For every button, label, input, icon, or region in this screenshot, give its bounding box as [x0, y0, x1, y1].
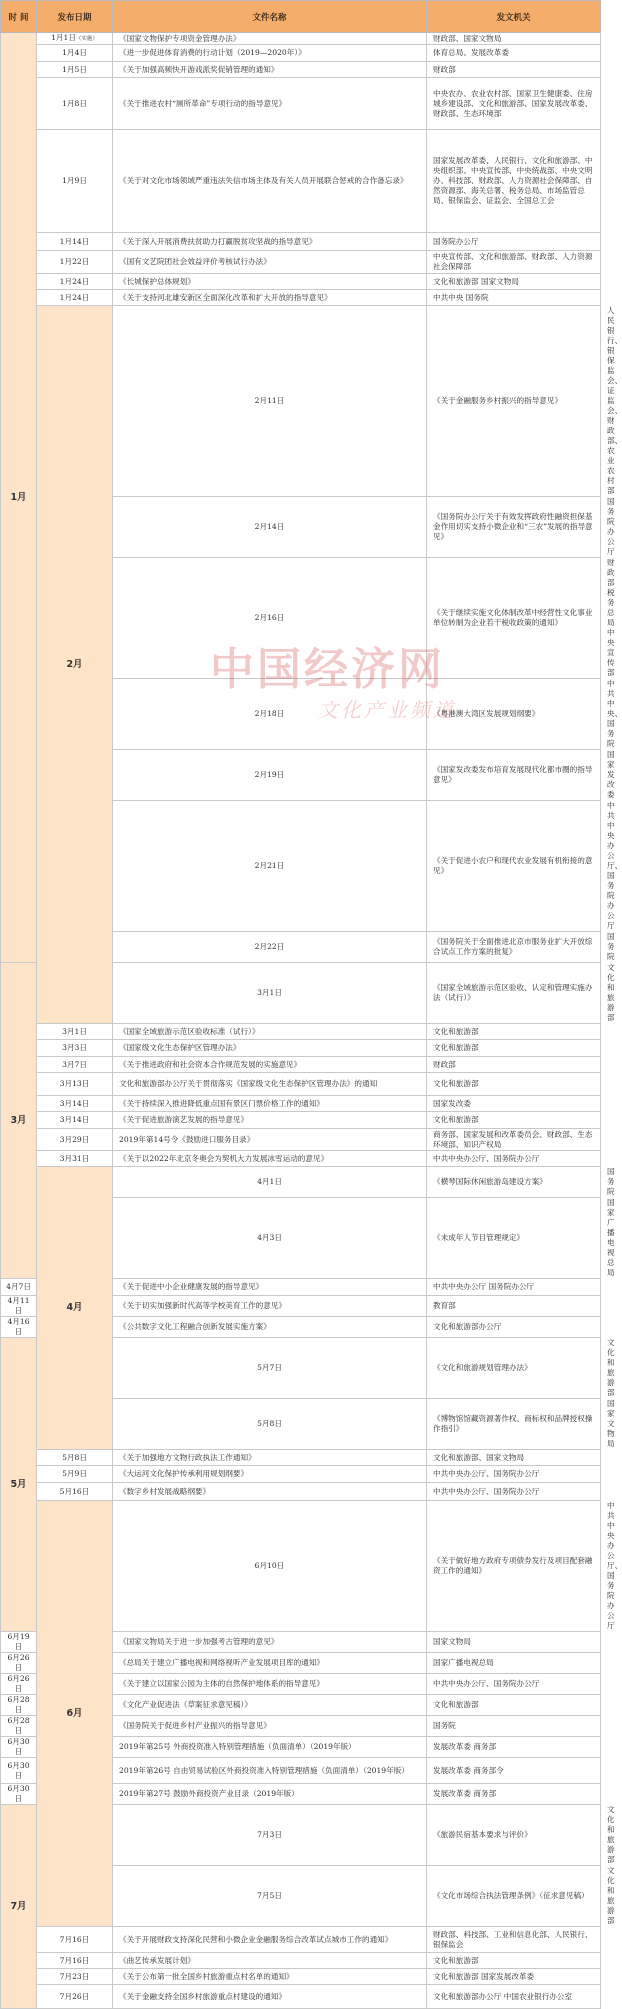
date-text: 2月16日: [254, 613, 285, 622]
issuer-cell: 教育部: [427, 1296, 601, 1317]
table-row: [1, 251, 601, 274]
title-cell: 《关于支持河北雄安新区全面深化改革和扩大开放的指导意见》: [113, 290, 427, 306]
month-cell: 4月: [37, 1167, 113, 1450]
header-issuer: 发文机关: [427, 1, 601, 33]
date-text: 7月16日: [59, 1955, 90, 1965]
date-cell: [37, 1466, 113, 1483]
month-cell: 7月: [1, 1805, 37, 2009]
date-cell: [1, 1279, 37, 1296]
title-cell: 《关于加强高频快开游戏派奖促销管理的通知》: [113, 62, 427, 78]
issuer-cell: 财政部: [427, 62, 601, 78]
issuer-cell: 文化和旅游部: [427, 1953, 601, 1969]
date-note: （实施）: [75, 36, 98, 42]
date-cell: [1, 1737, 37, 1758]
issuer-cell: 中共中央 国务院: [427, 290, 601, 306]
date-cell: [37, 251, 113, 274]
table-row: 2月 2月11日 《关于金融服务乡村振兴的指导意见》 人民银行、银保监会、证监会、财政部、农业农村部: [1, 306, 601, 497]
title-cell: 《粤港澳大湾区发展规划纲要》: [427, 679, 601, 750]
issuer-cell: 体育总局、发展改革委: [427, 45, 601, 62]
issuer-cell: 国家发展改革委、人民银行、文化和旅游部、中央组织部、中央宣传部、中央统战部、中央文明办、科技部、财政部、人力资源社会保障部、自然资源部、海关总署、税务总局、市场监管总局、银保监会、证监会、全国总工会: [427, 130, 601, 233]
table-row: [1, 62, 601, 78]
date-cell: [1, 1317, 37, 1338]
date-cell: [37, 290, 113, 306]
date-cell: [37, 1151, 113, 1167]
month-cell: 6月: [37, 1501, 113, 1927]
date-text: 6月26日: [7, 1674, 30, 1693]
title-cell: 《文化市场综合执法管理条例》（征求意见稿）: [427, 1866, 601, 1927]
month-cell: 5月: [1, 1338, 37, 1632]
title-cell: 《关于做好地方政府专项债券发行及项目配套融资工作的通知》: [427, 1501, 601, 1632]
date-cell: [113, 1198, 427, 1279]
table-row: [1, 45, 601, 62]
date-cell: [113, 801, 427, 932]
date-text: 4月3日: [257, 1233, 282, 1242]
date-cell: [37, 45, 113, 62]
title-cell: 《关于继续实施文化体制改革中经营性文化事业单位转制为企业若干税收政策的通知》: [427, 558, 601, 679]
date-cell: [1, 1784, 37, 1805]
title-cell: 2019年第27号 鼓励外商投资产业目录（2019年版）: [113, 1784, 427, 1805]
issuer-cell: 财政部、科技部、工业和信息化部、人民银行、银保监会: [427, 1927, 601, 1953]
table-row: 4月 4月1日 《横琴国际休闲旅游岛建设方案》 国务院: [1, 1167, 601, 1198]
title-cell: 《国务院办公厅关于有效发挥政府性融资担保基金作用切实支持小微企业和“三农”发展的指导意见》: [427, 497, 601, 558]
table-row: [1, 1112, 601, 1129]
date-cell: [113, 1501, 427, 1632]
date-cell: [113, 1399, 427, 1450]
table-row: 3月 3月1日 《国家全域旅游示范区验收、认定和管理实施办法（试行）》 文化和旅游部: [1, 963, 601, 1024]
date-cell: [113, 1338, 427, 1399]
date-text: 1月22日: [59, 257, 90, 266]
issuer-cell: 发展改革委 商务部: [427, 1737, 601, 1758]
date-cell: [113, 679, 427, 750]
title-cell: 《长城保护总体规划》: [113, 274, 427, 290]
table-row: [1, 1151, 601, 1167]
date-text: 6月28日: [7, 1716, 30, 1735]
title-cell: 《国家级文化生态保护区管理办法》: [113, 1040, 427, 1057]
date-text: 2月14日: [254, 522, 285, 531]
date-text: 5月7日: [257, 1363, 282, 1372]
date-text: 7月3日: [257, 1830, 282, 1839]
date-text: 1月5日: [62, 64, 87, 74]
date-cell: [37, 1483, 113, 1501]
date-cell: [37, 1129, 113, 1151]
table-row: 2月18日 《粤港澳大湾区发展规划纲要》 中共中央、国务院: [1, 679, 601, 750]
title-cell: 《文化和旅游规划管理办法》: [427, 1338, 601, 1399]
title-cell: 《关于对文化市场领域严重违法失信市场主体及有关人员开展联合惩戒的合作备忘录》: [113, 130, 427, 233]
date-cell: [37, 1073, 113, 1096]
title-cell: 《关于加强地方文物行政执法工作通知》: [113, 1450, 427, 1466]
table-row: 2月22日 《国务院关于全面推进北京市服务业扩大开放综合试点工作方案的批复》 国务院: [1, 932, 601, 963]
date-text: 4月1日: [257, 1177, 282, 1186]
date-cell: [113, 497, 427, 558]
date-cell: [113, 963, 427, 1024]
issuer-cell: 国家广播电视总局: [427, 1653, 601, 1674]
date-text: 3月13日: [59, 1079, 90, 1088]
date-text: 6月10日: [254, 1561, 285, 1570]
table-row: [1, 1927, 601, 1953]
table-row: [1, 1073, 601, 1096]
title-cell: 《旅游民宿基本要求与评价》: [427, 1805, 601, 1866]
date-cell: [37, 1969, 113, 1985]
date-cell: [37, 1040, 113, 1057]
date-text: 4月11日: [7, 1296, 30, 1315]
title-cell: 《国家文物局关于进一步加强考古管理的意见》: [113, 1632, 427, 1653]
issuer-cell: 文化和旅游部: [427, 1024, 601, 1040]
header-date: 发布日期: [37, 1, 113, 33]
date-text: 1月24日: [59, 292, 90, 302]
title-cell: 《关于推进政府和社会资本合作规范发展的实施意见》: [113, 1057, 427, 1073]
date-text: 3月29日: [59, 1134, 90, 1144]
title-cell: 《进一步促进体育消费的行动计划（2019—2020年）》: [113, 45, 427, 62]
title-cell: 《关于开展财政支持深化民营和小微企业金融服务综合改革试点城市工作的通知》: [113, 1927, 427, 1953]
table-row: [1, 1129, 601, 1151]
date-cell: [113, 558, 427, 679]
table-row: 2月14日 《国务院办公厅关于有效发挥政府性融资担保基金作用切实支持小微企业和“三农”发展的指导意见》 国务院办公厅: [1, 497, 601, 558]
table-row: 5月 5月7日 《文化和旅游规划管理办法》 文化和旅游部: [1, 1338, 601, 1399]
month-cell: 2月: [37, 306, 113, 1024]
table-row: [1, 1024, 601, 1040]
title-cell: 《关于建立以国家公园为主体的自然保护地体系的指导意见》: [113, 1674, 427, 1695]
table-row: [1, 233, 601, 251]
title-cell: 《数字乡村发展战略纲要》: [113, 1483, 427, 1501]
issuer-cell: 文化和旅游部 国家发展改革委: [427, 1969, 601, 1985]
issuer-cell: 商务部、国家发展和改革委员会、财政部、生态环境部、知识产权局: [427, 1129, 601, 1151]
title-cell: 《未成年人节目管理规定》: [427, 1198, 601, 1279]
date-text: 5月16日: [59, 1486, 90, 1496]
date-text: 3月7日: [62, 1059, 87, 1069]
issuer-cell: 中共中央办公厅、国务院办公厅: [427, 1674, 601, 1695]
title-cell: 《文化产业促进法（草案征求意见稿）》: [113, 1695, 427, 1716]
date-text: 6月26日: [7, 1653, 30, 1672]
table-row: [1, 1953, 601, 1969]
table-row: [1, 33, 601, 45]
title-cell: 《关于深入开展消费扶贫助力打赢脱贫攻坚战的指导意见》: [113, 233, 427, 251]
date-cell: [37, 1927, 113, 1953]
issuer-cell: 发展改革委 商务部: [427, 1784, 601, 1805]
issuer-cell: 文化和旅游部 国家文物局: [427, 274, 601, 290]
table-row: [1, 274, 601, 290]
issuer-cell: 国家发改委: [427, 1096, 601, 1112]
date-text: 3月1日: [257, 988, 282, 997]
date-text: 5月9日: [62, 1469, 87, 1478]
date-cell: [37, 274, 113, 290]
date-cell: [113, 932, 427, 963]
issuer-cell: 国务院办公厅: [427, 233, 601, 251]
title-cell: 《关于促进旅游演艺发展的指导意见》: [113, 1112, 427, 1129]
title-cell: 文化和旅游部办公厅关于贯彻落实《国家级文化生态保护区管理办法》的通知: [113, 1073, 427, 1096]
date-cell: [37, 33, 113, 45]
table-row: [1, 1969, 601, 1985]
date-text: 1月8日: [62, 98, 87, 108]
title-cell: 《关于金融服务乡村振兴的指导意见》: [427, 306, 601, 497]
title-cell: 《公共数字文化工程融合创新发展实施方案》: [113, 1317, 427, 1338]
table-row: [1, 78, 601, 130]
title-cell: 《国家全域旅游示范区验收标准（试行）》: [113, 1024, 427, 1040]
date-text: 1月14日: [59, 236, 90, 246]
table-row: [1, 1450, 601, 1466]
date-text: 2月21日: [254, 861, 285, 870]
table-row: 4月3日 《未成年人节目管理规定》 国家广播电视总局: [1, 1198, 601, 1279]
issuer-cell: 发展改革委 商务部令: [427, 1758, 601, 1784]
date-cell: [37, 1985, 113, 2009]
date-cell: [37, 233, 113, 251]
table-row: [1, 130, 601, 233]
table-row: 7月5日 《文化市场综合执法管理条例》（征求意见稿） 文化和旅游部: [1, 1866, 601, 1927]
title-cell: 《横琴国际休闲旅游岛建设方案》: [427, 1167, 601, 1198]
date-text: 1月24日: [59, 276, 90, 286]
title-cell: 2019年第25号 外商投资准入特别管理措施（负面清单）（2019年版）: [113, 1737, 427, 1758]
date-text: 1月4日: [62, 48, 87, 57]
issuer-cell: 财政部、国家文物局: [427, 33, 601, 45]
date-text: 1月9日: [62, 176, 87, 185]
title-cell: 《关于持续深入推进降低重点国有景区门票价格工作的通知》: [113, 1096, 427, 1112]
table-row: 2月16日 《关于继续实施文化体制改革中经营性文化事业单位转制为企业若干税收政策的通知》 财政部 税务总局 中央宣传部: [1, 558, 601, 679]
date-text: 2月18日: [254, 709, 285, 718]
issuer-cell: 中共中央办公厅 国务院办公厅: [427, 1279, 601, 1296]
header-row: [1, 1, 601, 33]
date-cell: [37, 1953, 113, 1969]
table-row: [1, 1985, 601, 2009]
date-cell: [113, 1167, 427, 1198]
date-cell: [113, 1805, 427, 1866]
header-month: 时 间: [1, 1, 37, 33]
date-text: 6月30日: [7, 1737, 30, 1756]
title-cell: 《国有文艺院团社会效益评价考核试行办法》: [113, 251, 427, 274]
title-cell: 2019年第26号 自由贸易试验区外商投资准入特别管理措施（负面清单）（2019年版）: [113, 1758, 427, 1784]
table-row: 7月 7月3日 《旅游民宿基本要求与评价》 文化和旅游部: [1, 1805, 601, 1866]
date-text: 5月8日: [62, 1452, 87, 1462]
date-text: 4月7日: [6, 1282, 31, 1291]
date-text: 5月8日: [257, 1419, 282, 1428]
date-cell: [37, 130, 113, 233]
title-cell: 《关于促进中小企业健康发展的指导意见》: [113, 1279, 427, 1296]
date-cell: [37, 78, 113, 130]
date-text: 6月30日: [7, 1760, 30, 1780]
title-cell: 2019年第14号令《鼓励进口服务目录》: [113, 1129, 427, 1151]
issuer-cell: 中共中央办公厅、国务院办公厅: [427, 1151, 601, 1167]
date-cell: [37, 1096, 113, 1112]
table-row: [1, 1483, 601, 1501]
date-text: 2月11日: [254, 396, 285, 405]
date-cell: [1, 1716, 37, 1737]
title-cell: 《关于切实加强新时代高等学校美育工作的意见》: [113, 1296, 427, 1317]
date-text: 7月5日: [257, 1891, 282, 1900]
date-cell: [1, 1632, 37, 1653]
table-row: 6月 6月10日 《关于做好地方政府专项债券发行及项目配套融资工作的通知》 中共中央办公厅、国务院办公厅: [1, 1501, 601, 1632]
issuer-cell: 中共中央办公厅、国务院办公厅: [427, 1466, 601, 1483]
title-cell: 《关于促进小农户和现代农业发展有机衔接的意见》: [427, 801, 601, 932]
date-cell: [37, 1024, 113, 1040]
issuer-cell: 文化和旅游部、国家文物局: [427, 1450, 601, 1466]
title-cell: 《关于以2022年北京冬奥会为契机大力发展冰雪运动的意见》: [113, 1151, 427, 1167]
title-cell: 《关于公布第一批全国乡村旅游重点村名单的通知》: [113, 1969, 427, 1985]
issuer-cell: 财政部: [427, 1057, 601, 1073]
table-row: [1, 1057, 601, 1073]
date-text: 3月14日: [59, 1115, 90, 1124]
date-cell: [113, 750, 427, 801]
date-text: 3月14日: [59, 1098, 90, 1108]
watermark-logo: 中国经济网: [210, 644, 445, 695]
date-cell: [37, 1112, 113, 1129]
title-cell: 《关于推进农村“厕所革命”专项行动的指导意见》: [113, 78, 427, 130]
date-cell: [37, 62, 113, 78]
title-cell: 《国家文物保护专项资金管理办法》: [113, 33, 427, 45]
issuer-cell: 文化和旅游部: [427, 1112, 601, 1129]
date-text: 6月30日: [7, 1784, 30, 1803]
date-cell: [1, 1296, 37, 1317]
issuer-cell: 文化和旅游部: [427, 1695, 601, 1716]
date-cell: [113, 1866, 427, 1927]
date-text: 7月26日: [59, 1991, 90, 2001]
date-cell: [1, 1674, 37, 1695]
table-row: 5月8日 《博物馆馆藏资源著作权、商标权和品牌授权操作指引》 国家文物局: [1, 1399, 601, 1450]
issuer-cell: 中央农办、农业农村部、国家卫生健康委、住房城乡建设部、文化和旅游部、国家发展改革委、财政部、生态环境部: [427, 78, 601, 130]
date-cell: [1, 1653, 37, 1674]
title-cell: 《国家全域旅游示范区验收、认定和管理实施办法（试行）》: [427, 963, 601, 1024]
date-text: 7月23日: [59, 1971, 90, 1981]
date-text: 1月1日: [51, 33, 76, 42]
title-cell: 《曲艺传承发展计划》: [113, 1953, 427, 1969]
date-text: 7月16日: [59, 1934, 90, 1944]
issuer-cell: 文化和旅游部办公厅: [427, 1317, 601, 1338]
issuer-cell: 中共中央办公厅、国务院办公厅: [427, 1483, 601, 1501]
date-text: 3月31日: [59, 1153, 90, 1163]
title-cell: 《大运河文化保护传承利用规划纲要》: [113, 1466, 427, 1483]
issuer-cell: 国家文物局: [427, 1632, 601, 1653]
date-cell: [1, 1695, 37, 1716]
issuer-cell: 文化和旅游部: [427, 1073, 601, 1096]
title-cell: 《关于金融支持全国乡村旅游重点村建设的通知》: [113, 1985, 427, 2009]
title-cell: 《国务院关于全面推进北京市服务业扩大开放综合试点工作方案的批复》: [427, 932, 601, 963]
table-row: [1, 290, 601, 306]
table-row: [1, 1466, 601, 1483]
issuer-cell: 国务院: [427, 1716, 601, 1737]
date-cell: [113, 306, 427, 497]
date-text: 3月1日: [62, 1026, 87, 1036]
watermark-subtitle: 文化产业频道: [318, 698, 456, 722]
date-cell: [37, 1057, 113, 1073]
month-cell: 1月: [1, 33, 37, 963]
title-cell: 《博物馆馆藏资源著作权、商标权和品牌授权操作指引》: [427, 1399, 601, 1450]
table-row: [1, 1096, 601, 1112]
month-cell: 3月: [1, 963, 37, 1279]
table-row: 2月21日 《关于促进小农户和现代农业发展有机衔接的意见》 中共中央办公厅、国务院办公厅: [1, 801, 601, 932]
date-text: 2月22日: [254, 942, 285, 951]
date-cell: [1, 1758, 37, 1784]
date-text: 6月28日: [7, 1695, 30, 1714]
issuer-cell: 中央宣传部、文化和旅游部、财政部、人力资源社会保障部: [427, 251, 601, 274]
title-cell: 《国务院关于促进乡村产业振兴的指导意见》: [113, 1716, 427, 1737]
date-text: 2月19日: [254, 770, 285, 779]
header-title: 文件名称: [113, 1, 427, 33]
date-text: 4月16日: [7, 1317, 30, 1336]
title-cell: 《总局关于建立广播电视和网络视听产业发展项目库的通知》: [113, 1653, 427, 1674]
table-row: [1, 1040, 601, 1057]
date-cell: [37, 1450, 113, 1466]
issuer-cell: 文化和旅游部: [427, 1040, 601, 1057]
title-cell: 《国家发改委发布培育发展现代化都市圈的指导意见》: [427, 750, 601, 801]
table-body: [1, 33, 622, 2009]
date-text: 3月3日: [62, 1043, 87, 1052]
table-row: 2月19日 《国家发改委发布培育发展现代化都市圈的指导意见》 国家发改委: [1, 750, 601, 801]
issuer-cell: 文化和旅游部办公厅 中国农业银行办公室: [427, 1985, 601, 2009]
date-text: 6月19日: [7, 1632, 30, 1651]
